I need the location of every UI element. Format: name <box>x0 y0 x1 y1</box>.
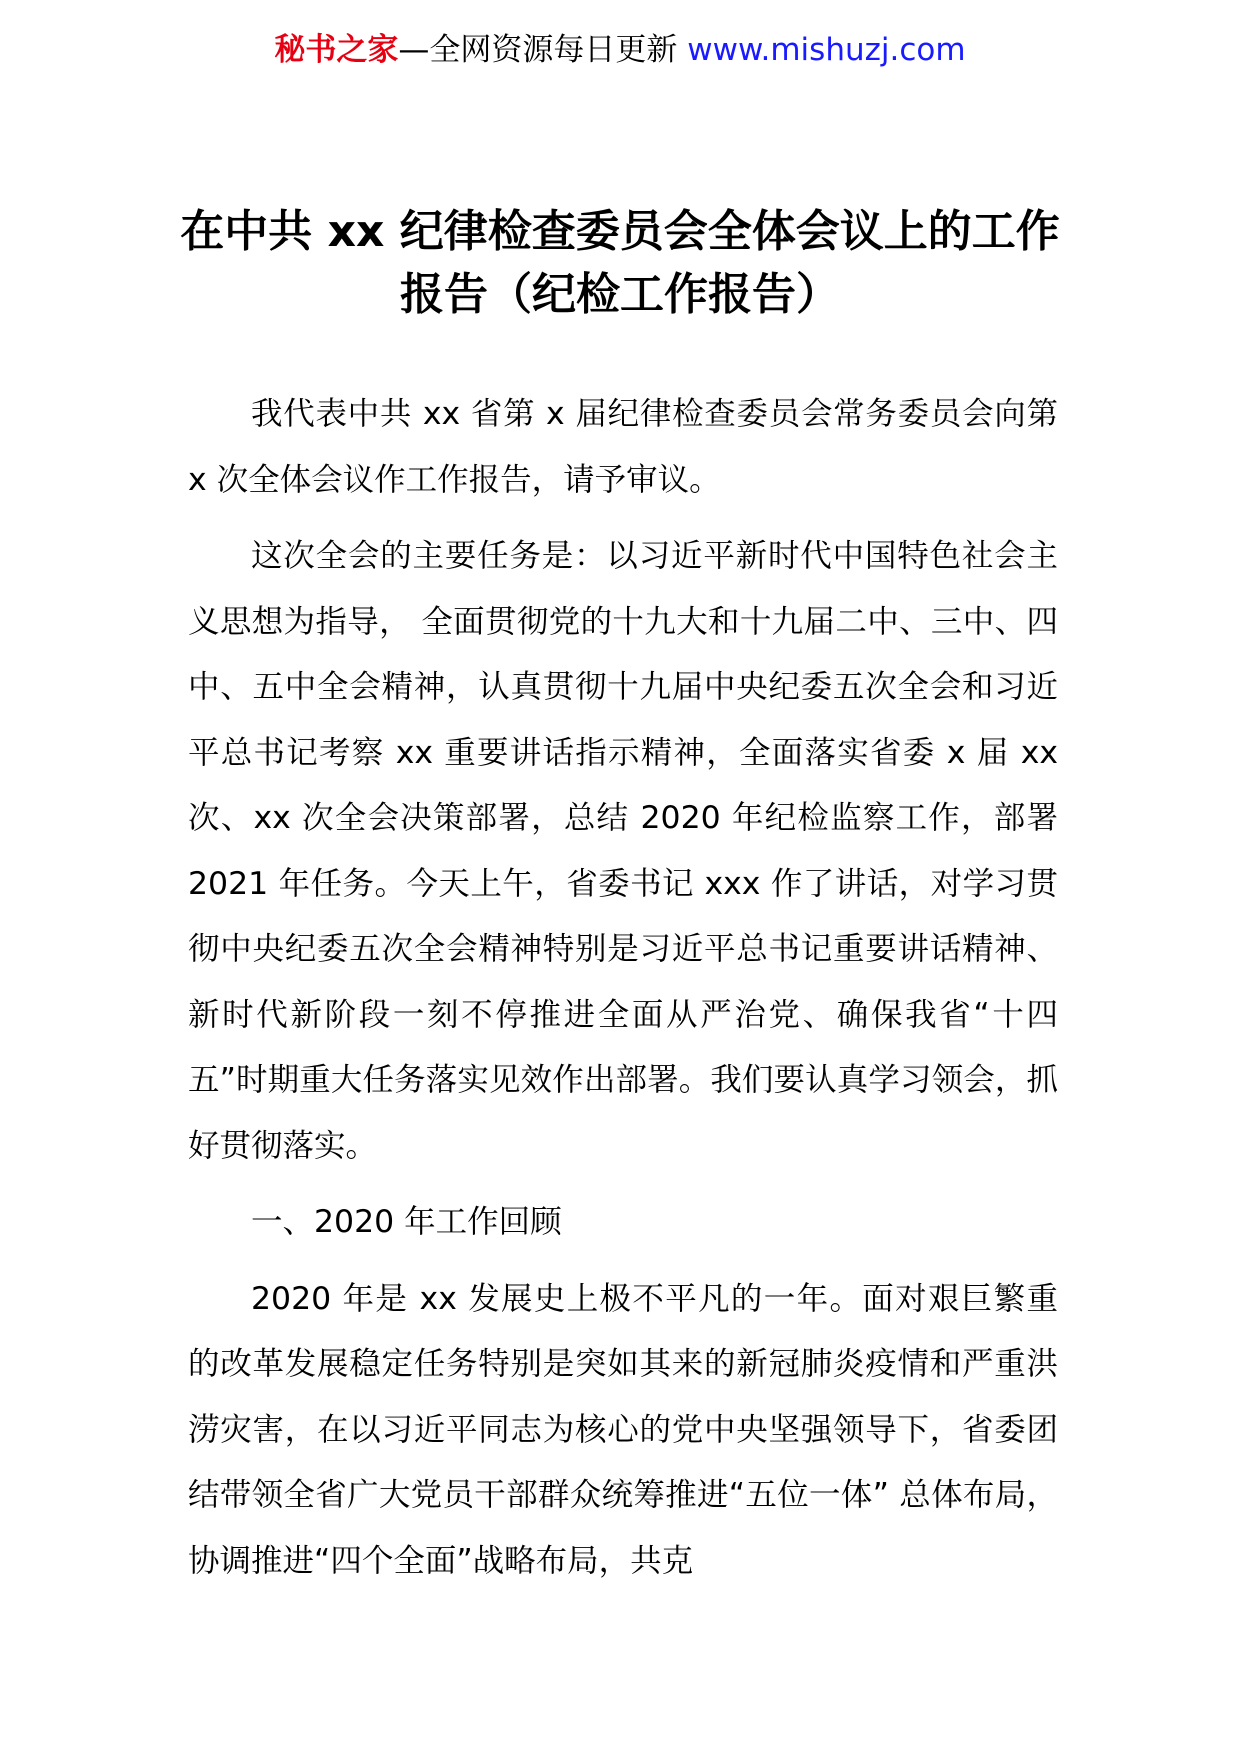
header-tagline: —全网资源每日更新 <box>398 32 688 68</box>
paragraph-main-task: 这次全会的主要任务是：以习近平新时代中国特色社会主义思想为指导， 全面贯彻党的十九大和十九届二中、三中、四中、五中全会精神，认真贯彻十九届中央纪委五次全会和习近平总书记考察 xx 重要讲话指示精神，全面落实省委 x 届 xx 次、xx 次全会决策部署，总结 2020 年纪检监察工作，部署 2021 年任务。今天上午，省委书记 xxx 作了讲话，对学习贯彻中央纪委五次全会精神特别是习近平总书记重要讲话精神、新时代新阶段一刻不停推进全面从严治党、确保我省“十四五”时期重大任务落实见效作出部署。我们要认真学习领会，抓好贯彻落实。 <box>188 538 1058 1164</box>
site-url-link[interactable]: www.mishuzj.com <box>687 32 966 68</box>
document-body <box>188 382 1058 1605</box>
document-title: 在中共 xx 纪律检查委员会全体会议上的工作报告（纪检工作报告） <box>180 206 1060 320</box>
section-heading: 一、2020 年工作回顾 <box>251 1204 562 1240</box>
site-header <box>0 28 1240 72</box>
brand-name: 秘书之家 <box>274 32 399 68</box>
paragraph-intro: 我代表中共 xx 省第 x 届纪律检查委员会常务委员会向第 x 次全体会议作工作报告，请予审议。 <box>188 396 1058 498</box>
paragraph-review: 2020 年是 xx 发展史上极不平凡的一年。面对艰巨繁重的改革发展稳定任务特别是突如其来的新冠肺炎疫情和严重洪涝灾害，在以习近平同志为核心的党中央坚强领导下，省委团结带领全省广大党员干部群众统筹推进“五位一体” 总体布局，协调推进“四个全面”战略布局，共克 <box>188 1280 1058 1579</box>
